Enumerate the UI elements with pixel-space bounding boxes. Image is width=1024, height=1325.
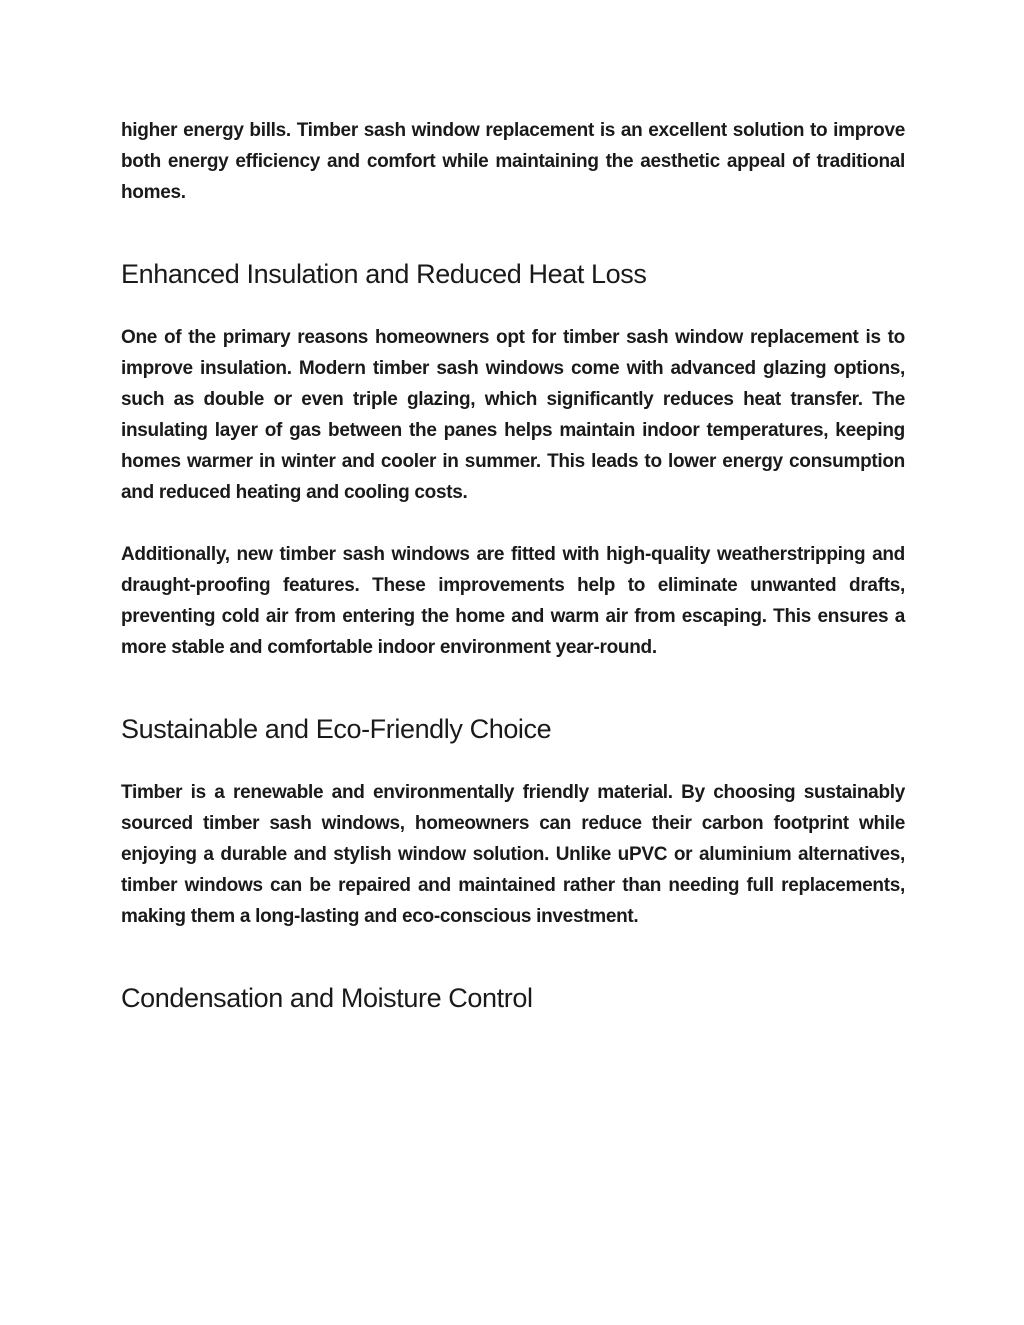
sustainable-paragraph-1: Timber is a renewable and environmentally friendly material. By choosing sustainably sourced timber sash windows, homeowners can reduce their carbon footprint while enjoying a durable and stylish window solution. Unlike uPVC or aluminium alternatives, timber windows can be repaired and maintained rather than needing full replacements, making them a long-lasting and eco-conscious investment. [121, 782, 905, 927]
section-heading-insulation: Enhanced Insulation and Reduced Heat Loss [121, 259, 647, 289]
insulation-paragraph-2: Additionally, new timber sash windows are fitted with high-quality weatherstripping and draught-proofing features. These improvements help to eliminate unwanted drafts, preventing cold air from entering the home and warm air from escaping. This ensures a more stable and comfortable indoor environment year-round. [121, 544, 905, 658]
section-heading-condensation: Condensation and Moisture Control [121, 983, 533, 1013]
intro-paragraph: higher energy bills. Timber sash window replacement is an excellent solution to improve both energy efficiency and comfort while maintaining the aesthetic appeal of traditional homes. [121, 120, 905, 203]
spacer [121, 208, 905, 256]
spacer [121, 747, 905, 777]
insulation-paragraph-1: One of the primary reasons homeowners opt for timber sash window replacement is to improve insulation. Modern timber sash windows come with advanced glazing options, such as double or even triple glazing, which significantly reduces heat transfer. The insulating layer of gas between the panes helps maintain indoor temperatures, keeping homes warmer in winter and cooler in summer. This leads to lower energy consumption and reduced heating and cooling costs. [121, 327, 905, 503]
section-heading-sustainable: Sustainable and Eco-Friendly Choice [121, 714, 552, 744]
spacer [121, 663, 905, 711]
document-body [121, 115, 905, 1016]
spacer [121, 508, 905, 539]
spacer [121, 292, 905, 322]
spacer [121, 932, 905, 980]
